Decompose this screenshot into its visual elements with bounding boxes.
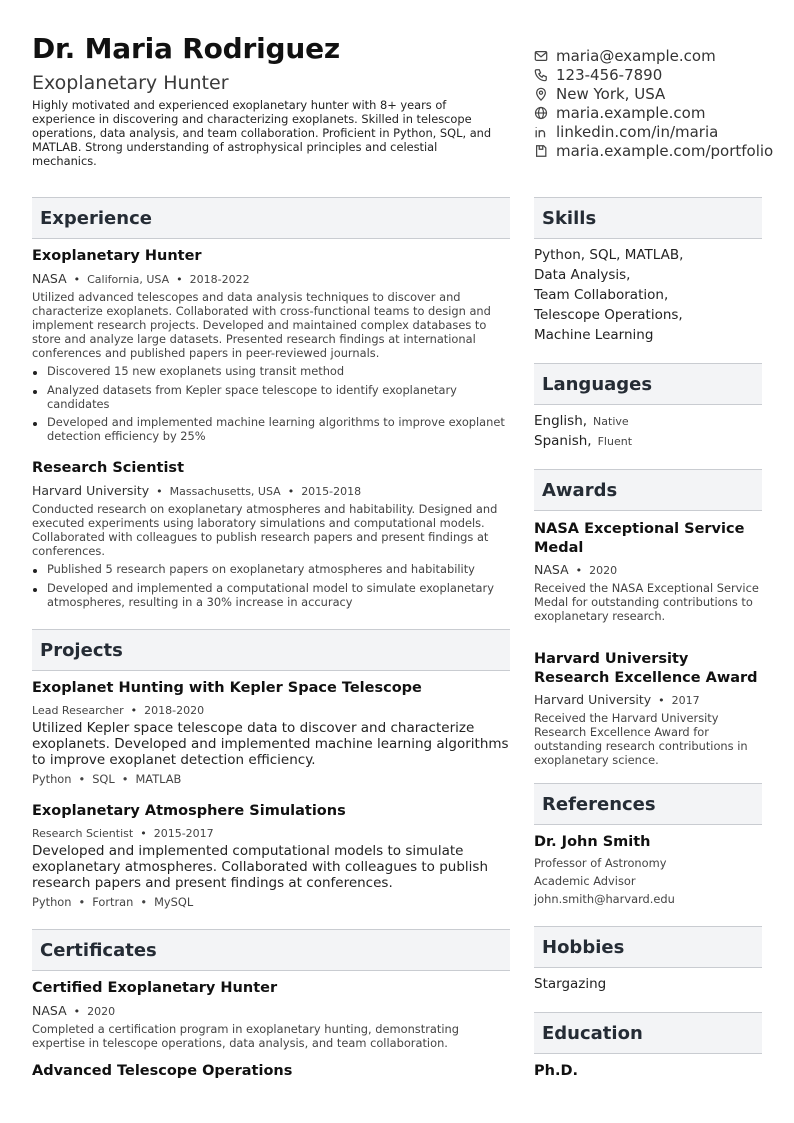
project-role: Research Scientist	[32, 827, 134, 840]
language-name: English,	[534, 413, 588, 429]
skills-row	[534, 247, 683, 263]
award-meta: NASA • 2020	[534, 562, 618, 577]
award-org: NASA	[534, 562, 569, 577]
award-description: Received the Harvard University Research Excellence Award for outstanding research contributions in exoplanetary science.	[534, 711, 748, 767]
contact-portfolio-text: maria.example.com/portfolio	[556, 141, 774, 160]
skill-item: Machine Learning	[534, 327, 654, 343]
languages-section-title: Languages	[534, 363, 762, 405]
hobby-item: Stargazing	[534, 976, 607, 992]
experience-title: Exoplanetary Hunter	[32, 248, 202, 264]
language-item	[534, 413, 629, 429]
experience-section-title: Experience	[32, 197, 510, 239]
contact-location	[534, 84, 773, 103]
experience-bullet: Published 5 research papers on exoplanetary atmospheres and habitability	[32, 562, 510, 576]
award-date: 2020	[589, 564, 618, 577]
reference-position: Professor of Astronomy	[534, 856, 667, 870]
experience-description: Utilized advanced telescopes and data analysis techniques to discover and characterize exoplanets. Collaborated with cross-functional teams to design and implement research projects. Developed and maintained complex databases to store and analyze large datasets. Presented research findings at international conferences and published papers in peer-reviewed journals.	[32, 290, 491, 360]
skills-section-title: Skills	[534, 197, 762, 239]
certificate-title: Certified Exoplanetary Hunter	[32, 980, 278, 996]
contact-email[interactable]	[534, 46, 773, 65]
award-description: Received the NASA Exceptional Service Medal for outstanding contributions to exoplanetary research.	[534, 581, 759, 623]
contact-phone[interactable]	[534, 65, 773, 84]
language-level: Native	[593, 415, 629, 428]
contact-portfolio[interactable]	[534, 141, 773, 160]
candidate-name: Dr. Maria Rodriguez	[32, 32, 340, 65]
certificate-meta: NASA • 2020	[32, 1003, 116, 1018]
contact-location-text: New York, USA	[556, 84, 666, 103]
project-dates: 2018-2020	[144, 704, 205, 717]
experience-bullet: Discovered 15 new exoplanets using transit method	[32, 364, 510, 378]
project-meta: Lead Researcher • 2018-2020	[32, 704, 205, 717]
award-date: 2017	[671, 694, 700, 707]
project-tags: Python • Fortran • MySQL	[32, 895, 194, 909]
certificate-date: 2020	[87, 1005, 116, 1018]
contact-phone-text: 123-456-7890	[556, 65, 663, 84]
project-meta: Research Scientist • 2015-2017	[32, 827, 214, 840]
skill-item: Telescope Operations,	[534, 307, 683, 323]
education-degree: Ph.D.	[534, 1063, 579, 1079]
profile-summary: Highly motivated and experienced exoplanetary hunter with 8+ years of experience in discovering and characterizing exoplanets. Skilled in telescope operations, data analysis, and team collaboration. Proficient in Python, SQL, and MATLAB. Strong understanding of astrophysical principles and celestial mechanics.	[32, 98, 492, 168]
experience-bullet: Analyzed datasets from Kepler space telescope to identify exoplanetary candidates	[32, 383, 510, 411]
certificates-section-title: Certificates	[32, 929, 510, 971]
skill-item: Data Analysis,	[534, 267, 631, 283]
experience-meta: Harvard University • Massachusetts, USA • 2015-2018	[32, 483, 362, 498]
globe-icon	[534, 106, 548, 120]
project-description: Utilized Kepler space telescope data to discover and characterize exoplanets. Developed and implemented machine learning algorithms to improve exoplanet detection efficiency.	[32, 720, 509, 768]
experience-bullet: Developed and implemented a computational model to simulate exoplanetary atmospheres, resulting in a 30% increase in accuracy	[32, 581, 510, 609]
experience-dates: 2015-2018	[301, 485, 362, 498]
experience-org: NASA	[32, 271, 67, 286]
project-tag: Python	[32, 772, 72, 786]
project-dates: 2015-2017	[153, 827, 214, 840]
contact-list	[534, 46, 773, 160]
hobbies-section-title: Hobbies	[534, 926, 762, 968]
language-item	[534, 433, 632, 449]
project-tags: Python • SQL • MATLAB	[32, 772, 182, 786]
award-title: NASA Exceptional Service Medal	[534, 521, 745, 556]
skill-item: Team Collaboration,	[534, 287, 669, 303]
award-org: Harvard University	[534, 692, 652, 707]
reference-relation: Academic Advisor	[534, 874, 636, 888]
experience-meta: NASA • California, USA • 2018-2022	[32, 271, 250, 286]
project-tag: SQL	[92, 772, 115, 786]
certificate-description: Completed a certification program in exoplanetary hunting, demonstrating expertise in telescope operations, data analysis, and team collaboration.	[32, 1022, 459, 1050]
skill-item: Python,	[534, 247, 586, 263]
education-section-title: Education	[534, 1012, 762, 1054]
project-tag: Fortran	[92, 895, 134, 909]
project-tag: MySQL	[154, 895, 194, 909]
award-meta: Harvard University • 2017	[534, 692, 700, 707]
certificate-org: NASA	[32, 1003, 67, 1018]
skill-item: MATLAB,	[624, 247, 684, 263]
project-tag: MATLAB	[135, 772, 182, 786]
reference-name: Dr. John Smith	[534, 834, 651, 850]
language-level: Fluent	[597, 435, 633, 448]
experience-bullet: Developed and implemented machine learning algorithms to improve exoplanet detection efficiency by 25%	[32, 415, 510, 443]
candidate-title: Exoplanetary Hunter	[32, 72, 229, 94]
language-name: Spanish,	[534, 433, 592, 449]
project-tag: Python	[32, 895, 72, 909]
certificate-title: Advanced Telescope Operations	[32, 1063, 293, 1079]
email-icon	[534, 49, 548, 63]
experience-description: Conducted research on exoplanetary atmospheres and habitability. Designed and executed experiments using laboratory simulations and computational models. Collaborated with colleagues to publish research papers and present findings at conferences.	[32, 502, 498, 558]
contact-website[interactable]	[534, 103, 773, 122]
experience-title: Research Scientist	[32, 460, 184, 476]
experience-location: Massachusetts, USA	[169, 485, 281, 498]
project-role: Lead Researcher	[32, 704, 124, 717]
experience-location: California, USA	[87, 273, 170, 286]
skill-item: SQL,	[589, 247, 621, 263]
contact-linkedin-text: linkedin.com/in/maria	[556, 122, 719, 141]
contact-email-text: maria@example.com	[556, 46, 716, 65]
contact-linkedin[interactable]	[534, 122, 773, 141]
reference-email[interactable]: john.smith@harvard.edu	[534, 892, 675, 906]
project-title: Exoplanetary Atmosphere Simulations	[32, 803, 346, 819]
project-description: Developed and implemented computational models to simulate exoplanetary atmospheres. Collaborated with colleagues to publish research papers and present findings at conferences.	[32, 843, 489, 891]
experience-org: Harvard University	[32, 483, 150, 498]
references-section-title: References	[534, 783, 762, 825]
experience-dates: 2018-2022	[189, 273, 250, 286]
phone-icon	[534, 68, 548, 82]
portfolio-icon	[534, 144, 548, 158]
linkedin-icon	[534, 125, 548, 139]
contact-website-text: maria.example.com	[556, 103, 706, 122]
location-icon	[534, 87, 548, 101]
award-title: Harvard University Research Excellence Award	[534, 651, 758, 686]
awards-section-title: Awards	[534, 469, 762, 511]
projects-section-title: Projects	[32, 629, 510, 671]
project-title: Exoplanet Hunting with Kepler Space Telescope	[32, 680, 422, 696]
